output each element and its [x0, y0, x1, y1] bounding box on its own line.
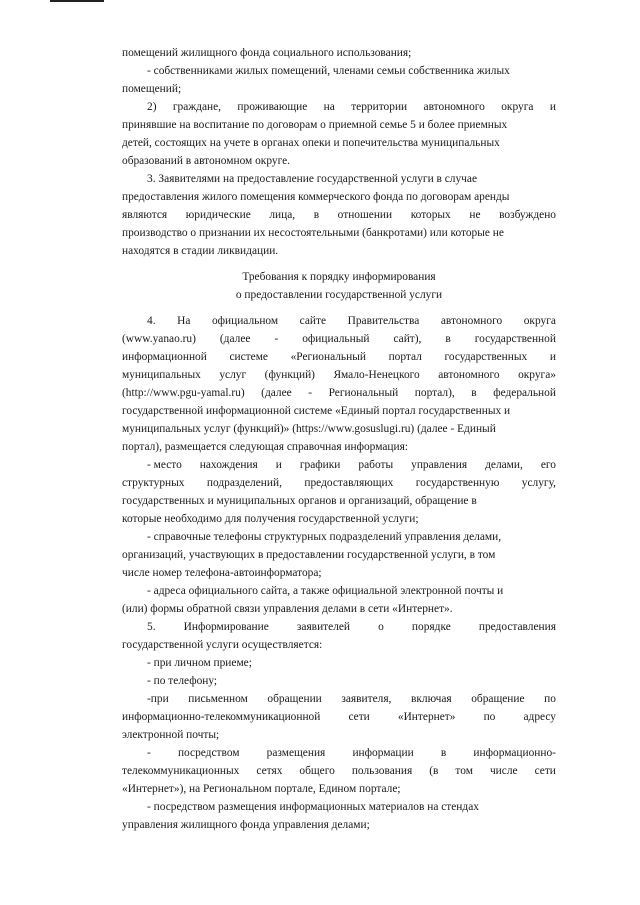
- p5-bullet-4-line-3: «Интернет»), на Региональном портале, Едином портале;: [122, 783, 401, 795]
- p2-line-4: образований в автономном округе.: [122, 155, 290, 167]
- p3-line-3: являются юридические лица, в отношении которых не возбуждено: [122, 209, 556, 221]
- p2-line-2: принявшие на воспитание по договорам о приемной семье 5 и более приемных: [122, 119, 508, 131]
- p5-bullet-2: - по телефону;: [147, 675, 218, 687]
- item-1-line-1: - место нахождения и графики работы управления делами, его: [147, 459, 556, 471]
- p5-bullet-1: - при личном приеме;: [147, 657, 252, 669]
- p3-line-4: производство о признании их несостоятельными (банкротами) или которые не: [122, 227, 504, 239]
- item-3-line-1: - адреса официального сайта, а также официальной электронной почты и: [147, 585, 504, 597]
- p4-line-8: портал), размещается следующая справочная информация:: [122, 441, 408, 453]
- p4-line-5: (http://www.pgu-yamal.ru) (далее - Региональный портал), в федеральной: [122, 387, 556, 399]
- intro-line-3: помещений;: [122, 83, 182, 95]
- section-heading-line-1: Требования к порядку информирования: [242, 271, 436, 283]
- p5-line-1: 5. Информирование заявителей о порядке предоставления: [147, 621, 556, 633]
- p4-line-3: информационной системе «Региональный портал государственных и: [122, 351, 556, 363]
- p5-bullet-4-line-1: - посредством размещения информации в информационно-: [147, 747, 556, 759]
- p2-line-3: детей, состоящих на учете в органах опеки и попечительства муниципальных: [122, 137, 500, 149]
- intro-line-2: - собственниками жилых помещений, членами семьи собственника жилых: [147, 65, 510, 77]
- item-1-line-2: структурных подразделений, предоставляющих государственную услугу,: [122, 477, 556, 489]
- item-1-line-4: которые необходимо для получения государственной услуги;: [122, 513, 419, 525]
- item-1-line-3: государственных и муниципальных органов и организаций, обращение в: [122, 495, 477, 507]
- item-3-line-2: (или) формы обратной связи управления делами в сети «Интернет».: [122, 603, 453, 615]
- p4-line-6: государственной информационной системе «Единый портал государственных и: [122, 405, 511, 417]
- p5-bullet-5-line-1: - посредством размещения информационных материалов на стендах: [147, 801, 479, 813]
- p4-line-4: муниципальных услуг (функций) Ямало-Ненецкого автономного округа»: [122, 369, 556, 381]
- item-2-line-2: организаций, участвующих в предоставлении государственной услуги, в том: [122, 549, 496, 561]
- p3-line-5: находятся в стадии ликвидации.: [122, 245, 279, 257]
- p5-bullet-3-line-1: -при письменном обращении заявителя, включая обращение по: [147, 693, 556, 705]
- p5-bullet-3-line-3: электронной почты;: [122, 729, 220, 741]
- intro-line-1: помещений жилищного фонда социального использования;: [122, 47, 412, 59]
- section-heading-line-2: о предоставлении государственной услуги: [235, 289, 443, 301]
- p4-line-7: муниципальных услуг (функций)» (https://www.gosuslugi.ru) (далее - Единый: [122, 423, 496, 435]
- p5-bullet-3-line-2: информационно-телекоммуникационной сети «Интернет» по адресу: [122, 711, 556, 723]
- p3-line-2: предоставления жилого помещения коммерческого фонда по договорам аренды: [122, 191, 510, 203]
- p5-line-2: государственной услуги осуществляется:: [122, 639, 323, 651]
- p5-bullet-5-line-2: управления жилищного фонда управления делами;: [122, 819, 370, 831]
- p2-line-1: 2) граждане, проживающие на территории автономного округа и: [147, 101, 556, 113]
- p4-line-2: (www.yanao.ru) (далее - официальный сайт), в государственной: [122, 333, 556, 345]
- item-2-line-3: числе номер телефона-автоинформатора;: [122, 567, 322, 579]
- p5-bullet-4-line-2: телекоммуникационных сетях общего пользования (в том числе сети: [122, 765, 556, 777]
- p3-line-1: 3. Заявителями на предоставление государственной услуги в случае: [147, 173, 478, 185]
- item-2-line-1: - справочные телефоны структурных подразделений управления делами,: [147, 531, 502, 543]
- p4-line-1: 4. На официальном сайте Правительства автономного округа: [147, 315, 556, 327]
